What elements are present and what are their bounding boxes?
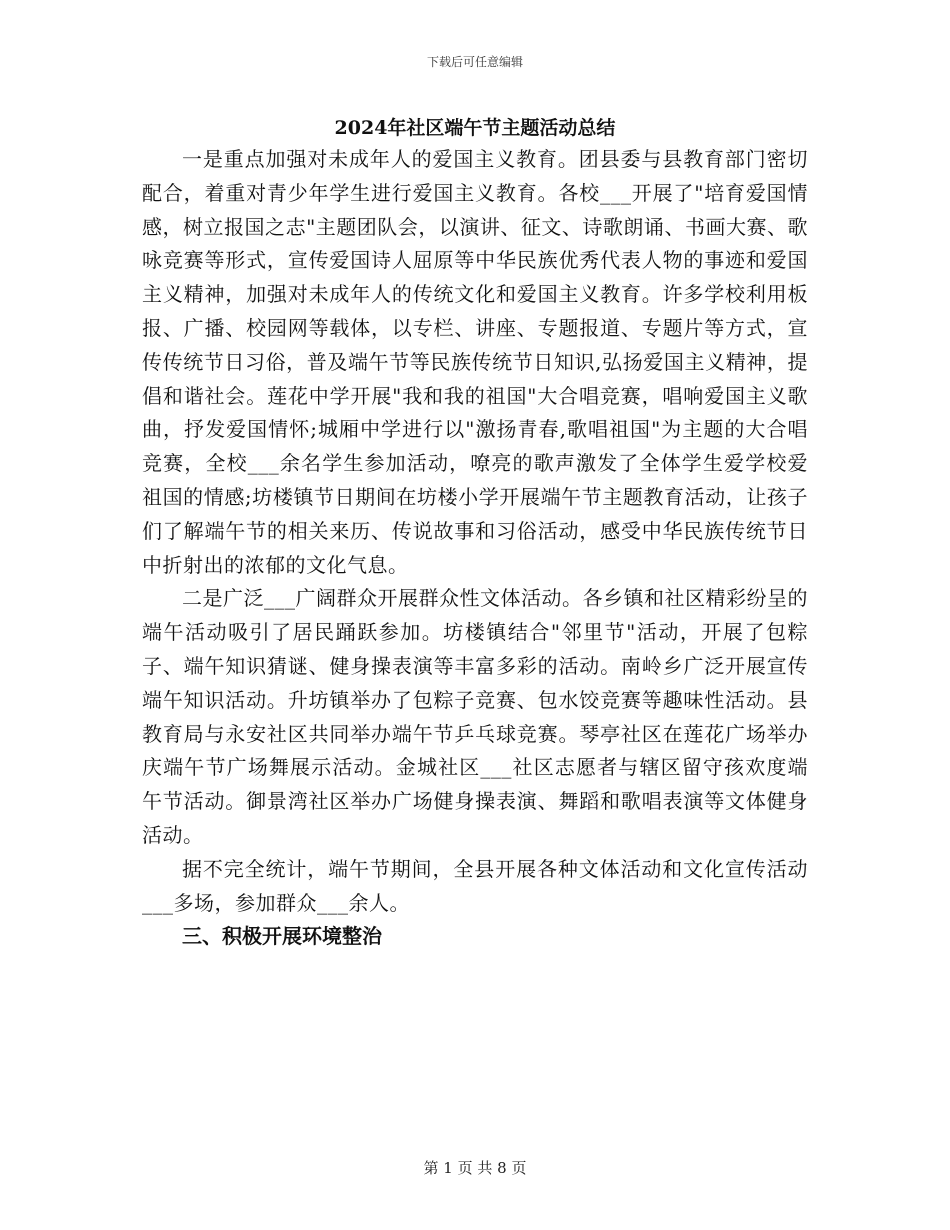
page-footer: 第 1 页 共 8 页 [423,1159,527,1177]
paragraph-1: 一是重点加强对未成年人的爱国主义教育。团县委与县教育部门密切配合，着重对青少年学生进行爱国主义教育。各校___开展了"培育爱国情感，树立报国之志"主题团队会，以演讲、征文、诗歌朗诵、书画大赛、歌咏竞赛等形式，宣传爱国诗人屈原等中华民族优秀代表人物的事迹和爱国主义精神，加强对未成年人的传统文化和爱国主义教育。许多学校利用板报、广播、校园网等载体，以专栏、讲座、专题报道、专题片等方式，宣传传统节日习俗，普及端午节等民族传统节日知识,弘扬爱国主义精神，提倡和谐社会。莲花中学开展"我和我的祖国"大合唱竞赛，唱响爱国主义歌曲，抒发爱国情怀;城厢中学进行以"激扬青春,歌唱祖国"为主题的大合唱竞赛，全校___余名学生参加活动，嘹亮的歌声激发了全体学生爱学校爱祖国的情感;坊楼镇节日期间在坊楼小学开展端午节主题教育活动，让孩子们了解端午节的相关来历、传说故事和习俗活动，感受中华民族传统节日中折射出的浓郁的文化气息。 [142,147,808,577]
document-body [142,143,808,954]
document-title: 2024年社区端午节主题活动总结 [334,117,616,139]
paragraph-3: 据不完全统计，端午节期间，全县开展各种文体活动和文化宣传活动___多场，参加群众___余人。 [142,856,808,915]
paragraph-2: 二是广泛___广阔群众开展群众性文体活动。各乡镇和社区精彩纷呈的端午活动吸引了居民踊跃参加。坊楼镇结合"邻里节"活动，开展了包粽子、端午知识猜谜、健身操表演等丰富多彩的活动。南岭乡广泛开展宣传端午知识活动。升坊镇举办了包粽子竞赛、包水饺竞赛等趣味性活动。县教育局与永安社区共同举办端午节乒乓球竞赛。琴亭社区在莲花广场举办庆端午节广场舞展示活动。金城社区___社区志愿者与辖区留守孩欢度端午节活动。御景湾社区举办广场健身操表演、舞蹈和歌唱表演等文体健身活动。 [142,586,808,847]
header-note: 下载后可任意编辑 [426,55,523,69]
section-heading: 三、积极开展环境整治 [182,924,382,949]
